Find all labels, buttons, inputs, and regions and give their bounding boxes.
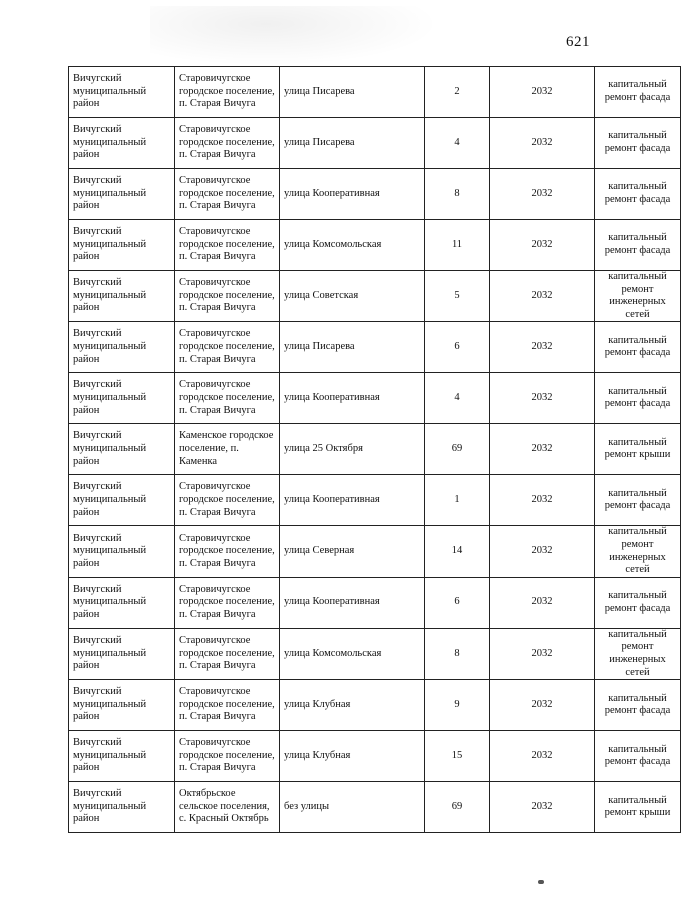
year-cell bbox=[490, 424, 595, 475]
year-cell bbox=[490, 220, 595, 271]
year-cell bbox=[490, 577, 595, 628]
year-cell bbox=[490, 322, 595, 373]
settlement-text: Старовичугское городское поселение, п. Старая Вичуга bbox=[179, 328, 275, 365]
table-row bbox=[69, 628, 681, 679]
street-cell bbox=[280, 118, 425, 169]
work-type-text: капитальный ремонт инженерных сетей bbox=[608, 526, 667, 576]
house-number-cell bbox=[425, 731, 490, 782]
district-cell bbox=[69, 118, 175, 169]
year-text: 2032 bbox=[531, 341, 553, 353]
settlement-text: Старовичугское городское поселение, п. Старая Вичуга bbox=[179, 635, 275, 672]
district-cell bbox=[69, 271, 175, 322]
district-text: Вичугский муниципальный район bbox=[73, 226, 147, 263]
street-text: улица Писарева bbox=[284, 136, 355, 148]
street-text: улица Кооперативная bbox=[284, 392, 380, 404]
settlement-cell bbox=[175, 220, 280, 271]
year-text: 2032 bbox=[531, 187, 553, 199]
street-cell bbox=[280, 424, 425, 475]
work-type-cell bbox=[595, 67, 681, 118]
house-number-cell bbox=[425, 118, 490, 169]
house-number-cell bbox=[425, 271, 490, 322]
table-row bbox=[69, 220, 681, 271]
year-cell bbox=[490, 271, 595, 322]
work-type-cell bbox=[595, 322, 681, 373]
year-cell bbox=[490, 680, 595, 731]
district-cell bbox=[69, 526, 175, 577]
house-number-text: 11 bbox=[451, 238, 463, 250]
settlement-cell bbox=[175, 628, 280, 679]
work-type-text: капитальный ремонт инженерных сетей bbox=[608, 628, 667, 678]
work-type-cell bbox=[595, 526, 681, 577]
year-text: 2032 bbox=[531, 647, 553, 659]
year-text: 2032 bbox=[531, 392, 553, 404]
work-type-text: капитальный ремонт крыши bbox=[604, 436, 671, 461]
settlement-text: Старовичугское городское поселение, п. Старая Вичуга bbox=[179, 277, 275, 314]
settlement-text: Старовичугское городское поселение, п. Старая Вичуга bbox=[179, 379, 275, 416]
district-text: Вичугский муниципальный район bbox=[73, 481, 147, 518]
street-text: улица Комсомольская bbox=[284, 647, 382, 659]
year-text: 2032 bbox=[531, 749, 553, 761]
table-row bbox=[69, 680, 681, 731]
work-type-cell bbox=[595, 731, 681, 782]
settlement-text: Старовичугское городское поселение, п. Старая Вичуга bbox=[179, 583, 275, 621]
house-number-text: 9 bbox=[454, 698, 460, 710]
work-type-cell bbox=[595, 628, 681, 679]
work-type-cell bbox=[595, 424, 681, 475]
district-cell bbox=[69, 424, 175, 475]
settlement-cell bbox=[175, 424, 280, 475]
street-cell bbox=[280, 526, 425, 577]
settlement-cell bbox=[175, 526, 280, 577]
house-number-text: 4 bbox=[454, 392, 460, 404]
table-row bbox=[69, 526, 681, 577]
district-cell bbox=[69, 220, 175, 271]
settlement-cell bbox=[175, 475, 280, 526]
house-number-text: 2 bbox=[454, 85, 460, 97]
work-type-cell bbox=[595, 118, 681, 169]
work-type-cell bbox=[595, 680, 681, 731]
scan-smudge bbox=[150, 6, 440, 66]
settlement-text: Старовичугское городское поселение, п. Старая Вичуга bbox=[179, 481, 275, 518]
work-type-text: капитальный ремонт инженерных сетей bbox=[608, 271, 667, 320]
house-number-cell bbox=[425, 322, 490, 373]
street-text: улица Комсомольская bbox=[284, 238, 382, 250]
table-row bbox=[69, 424, 681, 475]
work-type-text: капитальный ремонт фасада bbox=[604, 334, 671, 359]
work-type-text: капитальный ремонт фасада bbox=[604, 130, 671, 154]
settlement-text: Старовичугское городское поселение, п. Старая Вичуга bbox=[179, 175, 275, 212]
settlement-cell bbox=[175, 373, 280, 424]
settlement-text: Каменское городское поселение, п. Каменка bbox=[179, 430, 274, 467]
street-cell bbox=[280, 373, 425, 424]
settlement-cell bbox=[175, 731, 280, 782]
street-text: улица Кооперативная bbox=[284, 187, 380, 199]
work-type-text: капитальный ремонт фасада bbox=[604, 590, 671, 614]
district-text: Вичугский муниципальный район bbox=[73, 635, 147, 672]
table-body bbox=[69, 67, 681, 833]
street-cell bbox=[280, 680, 425, 731]
work-type-text: капитальный ремонт фасада bbox=[604, 232, 671, 256]
year-text: 2032 bbox=[531, 494, 553, 506]
year-cell bbox=[490, 373, 595, 424]
district-text: Вичугский муниципальный район bbox=[73, 124, 147, 161]
settlement-text: Старовичугское городское поселение, п. Старая Вичуга bbox=[179, 686, 275, 723]
street-cell bbox=[280, 782, 425, 833]
page-number: 621 bbox=[566, 34, 590, 50]
table-row bbox=[69, 322, 681, 373]
district-cell bbox=[69, 373, 175, 424]
settlement-cell bbox=[175, 322, 280, 373]
house-number-text: 8 bbox=[454, 647, 460, 659]
district-cell bbox=[69, 322, 175, 373]
table-row bbox=[69, 577, 681, 628]
scan-speck bbox=[538, 880, 544, 884]
street-cell bbox=[280, 169, 425, 220]
district-text: Вичугский муниципальный район bbox=[73, 788, 147, 825]
house-number-cell bbox=[425, 475, 490, 526]
work-type-cell bbox=[595, 271, 681, 322]
work-type-text: капитальный ремонт фасада bbox=[604, 79, 671, 103]
house-number-text: 4 bbox=[454, 136, 460, 148]
settlement-cell bbox=[175, 169, 280, 220]
district-text: Вичугский муниципальный район bbox=[73, 737, 147, 774]
street-text: улица Кооперативная bbox=[284, 494, 380, 506]
work-type-text: капитальный ремонт фасада bbox=[604, 181, 671, 205]
district-text: Вичугский муниципальный район bbox=[73, 277, 147, 314]
street-cell bbox=[280, 577, 425, 628]
settlement-cell bbox=[175, 271, 280, 322]
house-number-cell bbox=[425, 782, 490, 833]
district-cell bbox=[69, 169, 175, 220]
year-cell bbox=[490, 526, 595, 577]
district-cell bbox=[69, 782, 175, 833]
street-cell bbox=[280, 271, 425, 322]
settlement-text: Старовичугское городское поселение, п. Старая Вичуга bbox=[179, 737, 275, 774]
district-text: Вичугский муниципальный район bbox=[73, 686, 147, 723]
street-text: улица 25 Октября bbox=[284, 443, 363, 455]
year-text: 2032 bbox=[531, 85, 553, 97]
house-number-text: 15 bbox=[451, 749, 463, 761]
house-number-text: 1 bbox=[454, 494, 460, 506]
year-text: 2032 bbox=[531, 136, 553, 148]
year-text: 2032 bbox=[531, 698, 553, 710]
district-text: Вичугский муниципальный район bbox=[73, 328, 147, 365]
year-cell bbox=[490, 67, 595, 118]
work-type-text: капитальный ремонт фасада bbox=[604, 385, 671, 410]
work-type-cell bbox=[595, 782, 681, 833]
district-cell bbox=[69, 680, 175, 731]
house-number-text: 5 bbox=[454, 289, 460, 301]
house-number-cell bbox=[425, 67, 490, 118]
house-number-cell bbox=[425, 680, 490, 731]
street-cell bbox=[280, 731, 425, 782]
street-text: улица Клубная bbox=[284, 749, 351, 761]
house-number-cell bbox=[425, 169, 490, 220]
work-type-text: капитальный ремонт фасада bbox=[604, 692, 671, 717]
house-number-text: 6 bbox=[454, 596, 460, 608]
house-number-cell bbox=[425, 373, 490, 424]
work-type-text: капитальный ремонт фасада bbox=[604, 743, 671, 768]
house-number-text: 14 bbox=[451, 545, 463, 557]
district-cell bbox=[69, 731, 175, 782]
street-text: улица Клубная bbox=[284, 698, 351, 710]
settlement-cell bbox=[175, 782, 280, 833]
house-number-cell bbox=[425, 424, 490, 475]
year-cell bbox=[490, 118, 595, 169]
street-text: улица Советская bbox=[284, 289, 359, 301]
district-text: Вичугский муниципальный район bbox=[73, 532, 147, 569]
table-row bbox=[69, 475, 681, 526]
district-cell bbox=[69, 577, 175, 628]
year-text: 2032 bbox=[531, 800, 553, 812]
table-row bbox=[69, 373, 681, 424]
year-text: 2032 bbox=[531, 596, 553, 608]
street-text: улица Северная bbox=[284, 545, 355, 557]
settlement-text: Октябрьское сельское поселения, с. Красный Октябрь bbox=[179, 788, 270, 825]
settlement-cell bbox=[175, 577, 280, 628]
repair-registry-table bbox=[68, 66, 681, 833]
table-row bbox=[69, 118, 681, 169]
work-type-cell bbox=[595, 373, 681, 424]
table-row bbox=[69, 782, 681, 833]
house-number-cell bbox=[425, 526, 490, 577]
work-type-cell bbox=[595, 169, 681, 220]
year-text: 2032 bbox=[531, 443, 553, 455]
work-type-cell bbox=[595, 577, 681, 628]
street-cell bbox=[280, 220, 425, 271]
year-cell bbox=[490, 731, 595, 782]
house-number-text: 69 bbox=[451, 800, 463, 812]
street-text: улица Писарева bbox=[284, 85, 355, 97]
year-text: 2032 bbox=[531, 545, 553, 557]
district-text: Вичугский муниципальный район bbox=[73, 175, 147, 212]
table-row bbox=[69, 169, 681, 220]
district-text: Вичугский муниципальный район bbox=[73, 73, 147, 110]
street-text: улица Писарева bbox=[284, 341, 355, 353]
house-number-text: 8 bbox=[454, 187, 460, 199]
settlement-cell bbox=[175, 67, 280, 118]
table-row bbox=[69, 731, 681, 782]
work-type-text: капитальный ремонт крыши bbox=[604, 794, 671, 819]
year-cell bbox=[490, 628, 595, 679]
house-number-cell bbox=[425, 577, 490, 628]
settlement-text: Старовичугское городское поселение, п. Старая Вичуга bbox=[179, 226, 275, 263]
year-cell bbox=[490, 169, 595, 220]
year-text: 2032 bbox=[531, 289, 553, 301]
street-cell bbox=[280, 322, 425, 373]
table-row bbox=[69, 67, 681, 118]
settlement-cell bbox=[175, 680, 280, 731]
year-cell bbox=[490, 782, 595, 833]
street-cell bbox=[280, 67, 425, 118]
house-number-cell bbox=[425, 220, 490, 271]
district-text: Вичугский муниципальный район bbox=[73, 379, 147, 416]
street-cell bbox=[280, 475, 425, 526]
settlement-text: Старовичугское городское поселение, п. Старая Вичуга bbox=[179, 124, 275, 161]
house-number-text: 6 bbox=[454, 341, 460, 353]
street-text: без улицы bbox=[284, 800, 330, 812]
district-cell bbox=[69, 67, 175, 118]
work-type-cell bbox=[595, 220, 681, 271]
year-text: 2032 bbox=[531, 238, 553, 250]
work-type-text: капитальный ремонт фасада bbox=[604, 487, 671, 512]
district-cell bbox=[69, 628, 175, 679]
street-cell bbox=[280, 628, 425, 679]
house-number-text: 69 bbox=[451, 443, 463, 455]
house-number-cell bbox=[425, 628, 490, 679]
district-cell bbox=[69, 475, 175, 526]
table-row bbox=[69, 271, 681, 322]
settlement-text: Старовичугское городское поселение, п. Старая Вичуга bbox=[179, 73, 275, 110]
district-text: Вичугский муниципальный район bbox=[73, 430, 147, 467]
district-text: Вичугский муниципальный район bbox=[73, 583, 147, 621]
work-type-cell bbox=[595, 475, 681, 526]
settlement-text: Старовичугское городское поселение, п. Старая Вичуга bbox=[179, 532, 275, 569]
settlement-cell bbox=[175, 118, 280, 169]
year-cell bbox=[490, 475, 595, 526]
street-text: улица Кооперативная bbox=[284, 596, 380, 608]
